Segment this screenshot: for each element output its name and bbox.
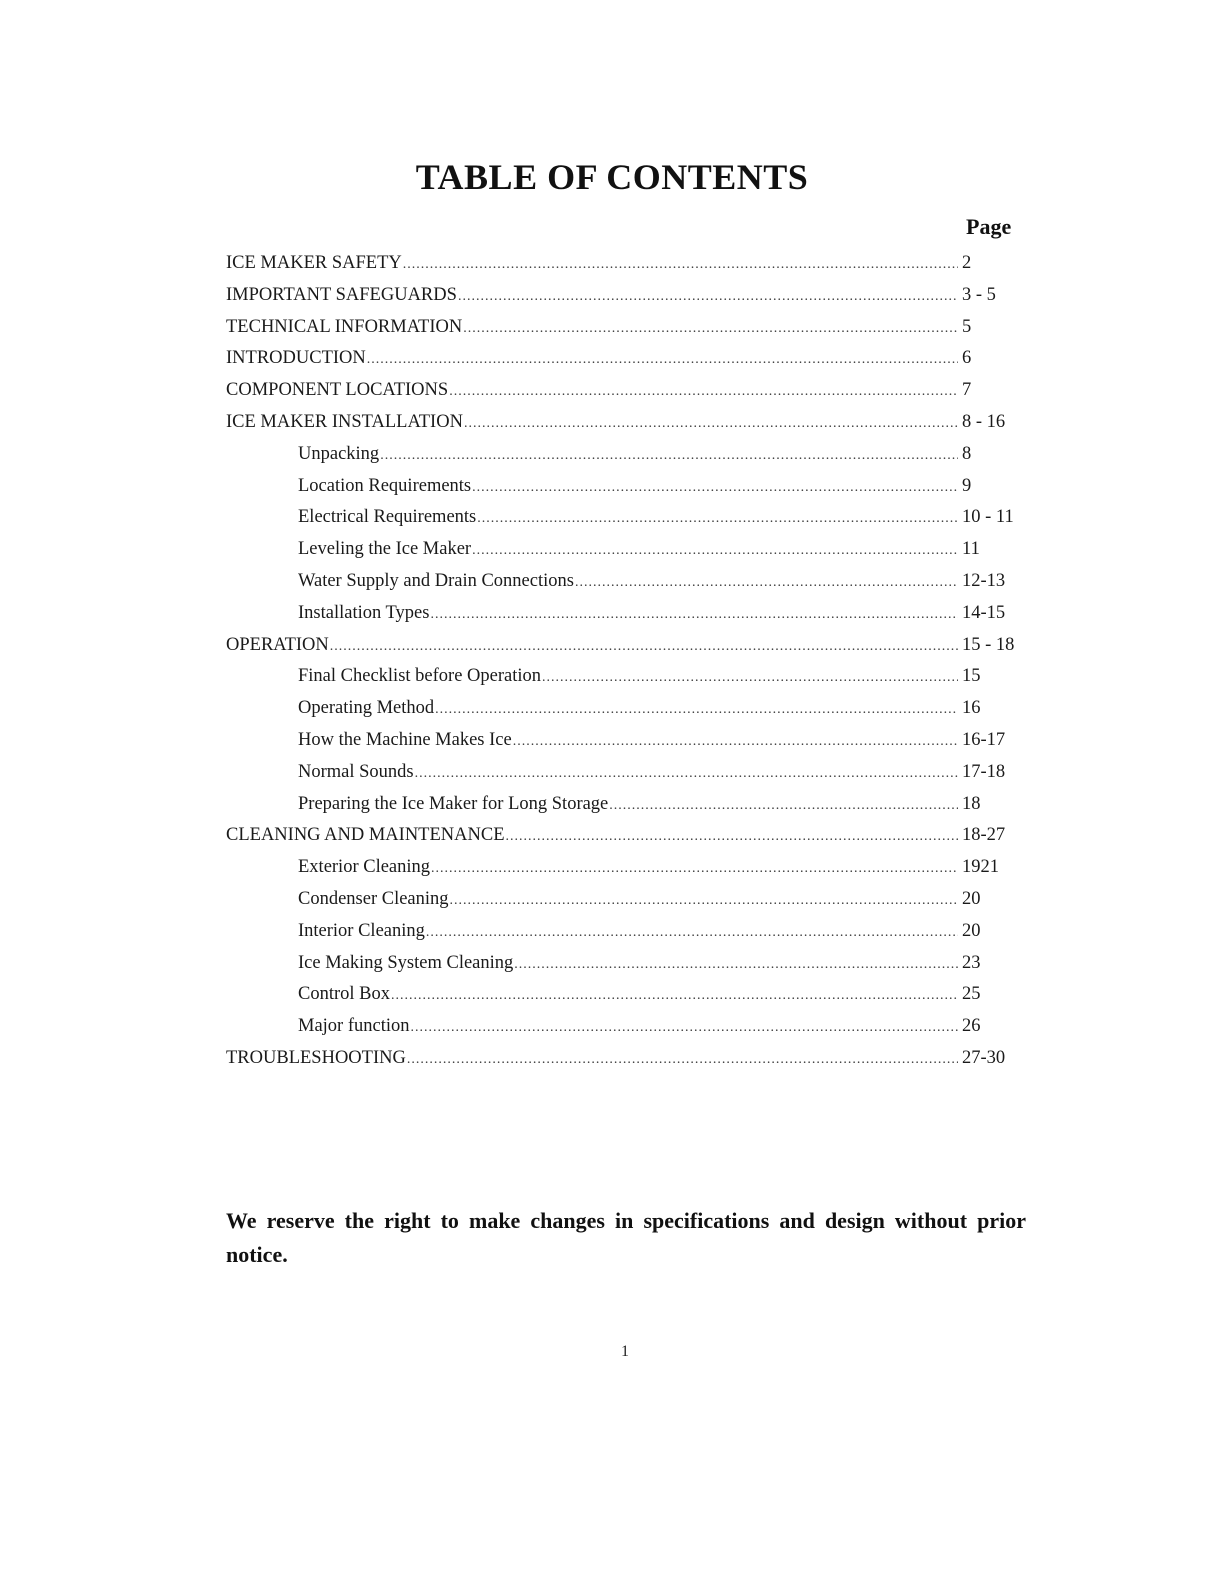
toc-dot-leader bbox=[472, 535, 958, 567]
toc-entry-label: How the Machine Makes Ice bbox=[298, 725, 513, 757]
toc-dot-leader bbox=[458, 281, 958, 313]
toc-subentry bbox=[226, 534, 1026, 566]
toc-subentry bbox=[226, 725, 1026, 757]
toc-entry-page: 20 bbox=[962, 888, 981, 909]
toc-entry-page: 18-27 bbox=[962, 825, 1006, 846]
toc-entry-page: 16 bbox=[962, 698, 981, 719]
toc-leader bbox=[298, 725, 958, 758]
toc-dot-leader bbox=[330, 631, 958, 663]
toc-leader bbox=[298, 789, 958, 822]
toc-leader bbox=[226, 280, 958, 313]
toc-entry bbox=[226, 312, 1026, 344]
toc-dot-leader bbox=[380, 440, 958, 472]
toc-entry-label: ICE MAKER INSTALLATION bbox=[226, 407, 464, 439]
toc-entry-page: 2 bbox=[962, 253, 972, 273]
toc-subentry bbox=[226, 598, 1026, 630]
toc-entry-label: Major function bbox=[298, 1011, 411, 1043]
toc-dot-leader bbox=[403, 249, 958, 281]
page-number: 1 bbox=[621, 1343, 629, 1360]
toc-dot-leader bbox=[514, 949, 958, 981]
toc-leader bbox=[298, 566, 958, 599]
toc-entry-label: Electrical Requirements bbox=[298, 502, 477, 534]
toc-subentry bbox=[226, 979, 1026, 1011]
toc-entry-label: Water Supply and Drain Connections bbox=[298, 566, 575, 598]
toc-entry-page: 14-15 bbox=[962, 602, 1006, 623]
toc-entry-label: Control Box bbox=[298, 979, 391, 1011]
toc-leader bbox=[298, 439, 958, 472]
toc-leader bbox=[226, 630, 958, 663]
toc-entry-page: 23 bbox=[962, 952, 981, 973]
toc-leader bbox=[298, 948, 958, 981]
toc-leader bbox=[298, 471, 958, 504]
toc-leader bbox=[226, 248, 958, 281]
toc-dot-leader bbox=[464, 408, 958, 440]
toc-entry-page: 17-18 bbox=[962, 761, 1006, 782]
toc-entry-page: 7 bbox=[962, 380, 972, 401]
toc-subentry bbox=[226, 471, 1026, 503]
toc-leader bbox=[298, 693, 958, 726]
toc-dot-leader bbox=[426, 917, 958, 949]
toc-entry-page: 11 bbox=[962, 539, 980, 560]
toc-dot-leader bbox=[513, 726, 958, 758]
toc-entry-label: Operating Method bbox=[298, 693, 435, 725]
toc-entry-label: OPERATION bbox=[226, 630, 330, 662]
toc-leader bbox=[226, 1043, 958, 1076]
toc-entry-page: 12-13 bbox=[962, 570, 1006, 591]
toc-dot-leader bbox=[411, 1012, 959, 1044]
toc-leader bbox=[298, 916, 958, 949]
toc-entry-page: 1921 bbox=[962, 857, 999, 878]
toc-subentry bbox=[226, 916, 1026, 948]
toc-subentry bbox=[226, 661, 1026, 693]
toc-entry-page: 15 - 18 bbox=[962, 634, 1015, 655]
toc-leader bbox=[298, 534, 958, 567]
toc-dot-leader bbox=[609, 790, 958, 822]
toc-entry-label: INTRODUCTION bbox=[226, 343, 367, 375]
toc-entry-page: 18 bbox=[962, 793, 981, 814]
toc-entry-page: 3 - 5 bbox=[962, 284, 996, 305]
notice-text: We reserve the right to make changes in specifications and design without prior notice. bbox=[226, 1208, 1026, 1267]
toc-dot-leader bbox=[415, 758, 958, 790]
toc-entry-page: 15 bbox=[962, 666, 981, 687]
toc-entry-label: Condenser Cleaning bbox=[298, 884, 450, 916]
toc-subentry bbox=[226, 693, 1026, 725]
toc-entry-label: TECHNICAL INFORMATION bbox=[226, 312, 463, 344]
page-column-header: Page bbox=[966, 214, 1012, 239]
toc-entry-label: TROUBLESHOOTING bbox=[226, 1043, 407, 1075]
toc-entry-label: Location Requirements bbox=[298, 471, 472, 503]
toc-dot-leader bbox=[435, 694, 958, 726]
toc-subentry bbox=[226, 502, 1026, 534]
toc-entry-page: 8 - 16 bbox=[962, 411, 1006, 432]
toc-leader bbox=[226, 375, 958, 408]
toc-entry-page: 20 bbox=[962, 920, 981, 941]
toc-entry-label: COMPONENT LOCATIONS bbox=[226, 375, 449, 407]
toc-entry-page: 10 - 11 bbox=[962, 507, 1014, 528]
toc-entry-label: Normal Sounds bbox=[298, 757, 415, 789]
toc-entry-label: Installation Types bbox=[298, 598, 430, 630]
toc-subentry bbox=[226, 1011, 1026, 1043]
toc-entry bbox=[226, 343, 1026, 375]
toc-subentry bbox=[226, 566, 1026, 598]
toc-leader bbox=[298, 757, 958, 790]
toc-dot-leader bbox=[542, 662, 958, 694]
toc-entry-label: ICE MAKER SAFETY bbox=[226, 248, 403, 280]
toc-dot-leader bbox=[575, 567, 958, 599]
toc-subentry bbox=[226, 852, 1026, 884]
toc-dot-leader bbox=[430, 599, 958, 631]
toc-entry-page: 26 bbox=[962, 1016, 981, 1037]
toc-entry-page: 9 bbox=[962, 475, 972, 496]
page-title: TABLE OF CONTENTS bbox=[415, 157, 809, 197]
toc-leader bbox=[226, 343, 958, 376]
toc-leader bbox=[298, 852, 958, 885]
toc-leader bbox=[298, 598, 958, 631]
toc-leader bbox=[298, 979, 958, 1012]
toc-dot-leader bbox=[431, 853, 958, 885]
toc-entry-page: 25 bbox=[962, 984, 981, 1005]
toc-leader bbox=[298, 884, 958, 917]
toc-leader bbox=[298, 502, 958, 535]
toc-entry bbox=[226, 630, 1026, 662]
toc-entry-label: Exterior Cleaning bbox=[298, 852, 431, 884]
toc-leader bbox=[298, 661, 958, 694]
toc-dot-leader bbox=[367, 344, 958, 376]
toc-subentry bbox=[226, 757, 1026, 789]
toc-subentry bbox=[226, 439, 1026, 471]
toc-dot-leader bbox=[450, 885, 958, 917]
toc-leader bbox=[226, 407, 958, 440]
toc-leader bbox=[226, 820, 958, 853]
toc-dot-leader bbox=[407, 1044, 958, 1076]
toc-dot-leader bbox=[506, 821, 958, 853]
toc-entry-label: IMPORTANT SAFEGUARDS bbox=[226, 280, 458, 312]
toc-entry-page: 16-17 bbox=[962, 729, 1006, 750]
toc-entry-label: Ice Making System Cleaning bbox=[298, 948, 514, 980]
toc-entry-label: Unpacking bbox=[298, 439, 380, 471]
toc-entry bbox=[226, 407, 1026, 439]
toc-entry-page: 6 bbox=[962, 348, 972, 369]
toc-entry-page: 5 bbox=[962, 316, 972, 337]
toc-entry bbox=[226, 375, 1026, 407]
toc-entry-page: 27-30 bbox=[962, 1047, 1006, 1068]
table-of-contents bbox=[226, 248, 1026, 1075]
toc-entry bbox=[226, 280, 1026, 312]
toc-leader bbox=[226, 312, 958, 345]
toc-entry-page: 8 bbox=[962, 443, 972, 464]
toc-dot-leader bbox=[449, 376, 958, 408]
toc-dot-leader bbox=[391, 980, 958, 1012]
toc-entry-label: Leveling the Ice Maker bbox=[298, 534, 472, 566]
toc-entry bbox=[226, 1043, 1026, 1075]
toc-entry-label: Interior Cleaning bbox=[298, 916, 426, 948]
toc-dot-leader bbox=[477, 503, 958, 535]
toc-subentry bbox=[226, 948, 1026, 980]
toc-entry bbox=[226, 820, 1026, 852]
toc-dot-leader bbox=[472, 472, 958, 504]
toc-entry-label: CLEANING AND MAINTENANCE bbox=[226, 820, 506, 852]
toc-leader bbox=[298, 1011, 958, 1044]
toc-entry bbox=[226, 248, 1026, 280]
toc-dot-leader bbox=[463, 313, 958, 345]
toc-entry-label: Preparing the Ice Maker for Long Storage bbox=[298, 789, 609, 821]
toc-subentry bbox=[226, 884, 1026, 916]
toc-entry-label: Final Checklist before Operation bbox=[298, 661, 542, 693]
toc-subentry bbox=[226, 789, 1026, 821]
